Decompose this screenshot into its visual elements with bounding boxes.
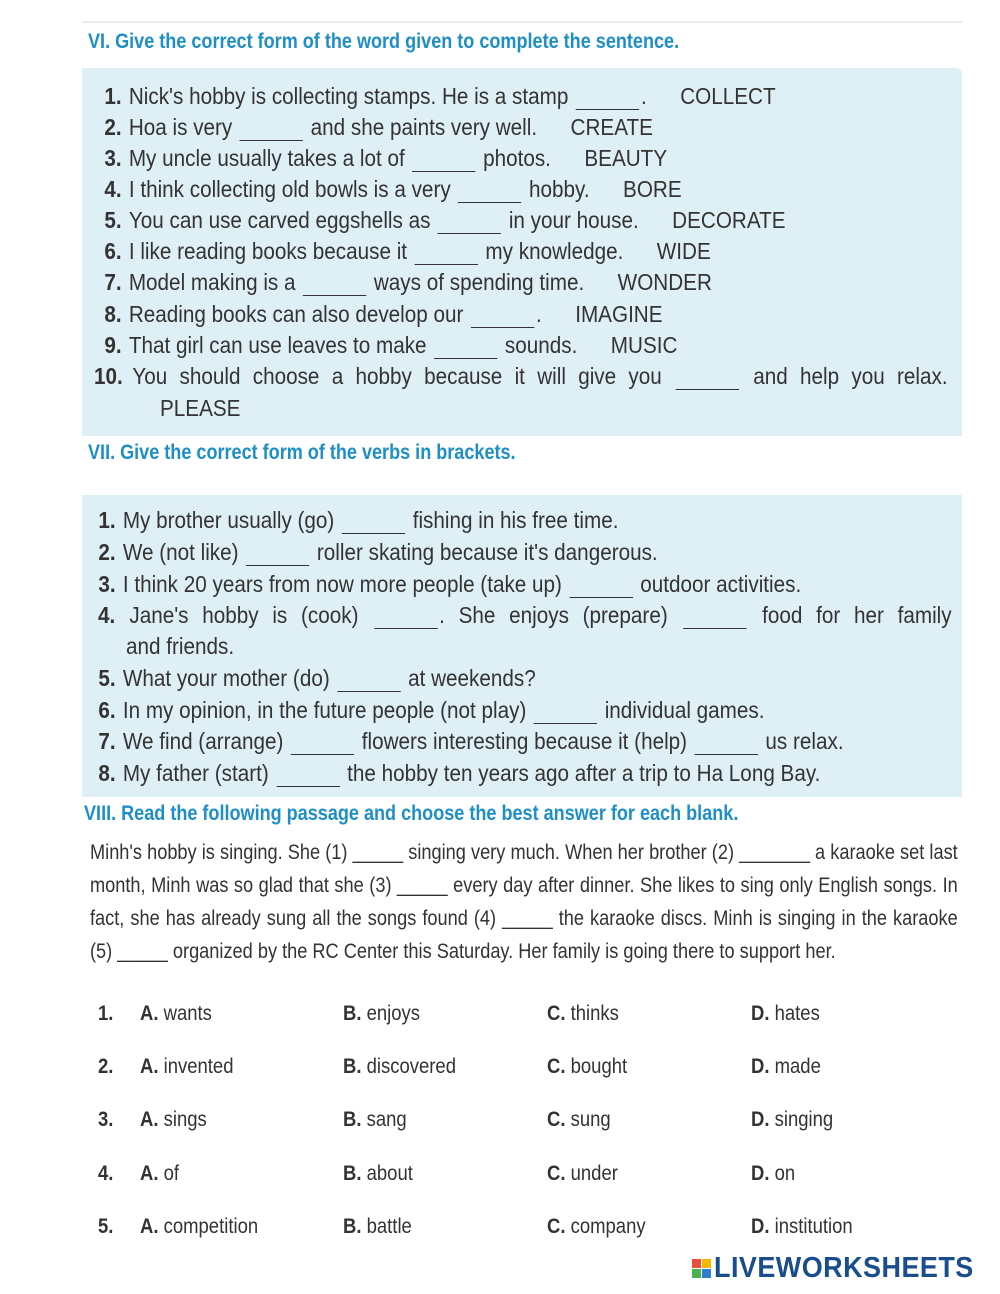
s6-item-10-word: PLEASE: [160, 395, 241, 421]
question-number: 4.: [98, 1162, 114, 1185]
item-text: food for her family: [762, 602, 952, 628]
item-number: 3.: [104, 145, 122, 171]
s7-item-2: [98, 538, 658, 566]
item-text: .: [536, 301, 542, 327]
item-text: What your mother (do): [122, 665, 330, 691]
logo-squares-icon: [692, 1259, 711, 1278]
answer-blank[interactable]: [569, 577, 632, 598]
item-number: 1.: [98, 507, 116, 533]
option-1d[interactable]: D. hates: [751, 1002, 820, 1025]
item-text: . She enjoys (prepare): [439, 602, 668, 628]
question-number: 1.: [98, 1002, 114, 1025]
liveworksheets-logo[interactable]: [692, 1253, 993, 1283]
root-word: CREATE: [570, 114, 653, 140]
item-text: I think collecting old bowls is a very: [128, 176, 451, 202]
item-text: .: [641, 83, 647, 109]
option-5a[interactable]: A. competition: [140, 1215, 259, 1238]
answer-blank[interactable]: [676, 369, 739, 390]
answer-blank[interactable]: [337, 671, 400, 692]
item-text: us relax.: [765, 728, 844, 754]
item-number: 3.: [98, 571, 116, 597]
answer-blank[interactable]: [576, 89, 639, 110]
item-text: in your house.: [508, 207, 639, 233]
section-7-title: VII. Give the correct form of the verbs in brackets.: [88, 441, 516, 464]
s7-item-5: [98, 664, 536, 692]
question-number: 2.: [98, 1055, 114, 1078]
option-1c[interactable]: C. thinks: [547, 1002, 619, 1025]
option-5b[interactable]: B. battle: [343, 1215, 412, 1238]
item-text: You can use carved eggshells as: [128, 207, 431, 233]
item-number: 1.: [104, 83, 122, 109]
s7-item-4: [98, 601, 952, 629]
item-text: We (not like): [122, 539, 239, 565]
answer-blank[interactable]: [534, 703, 597, 724]
item-number: 9.: [104, 332, 122, 358]
item-text: and she paints very well.: [310, 114, 538, 140]
item-text: sounds.: [504, 332, 578, 358]
s6-item-1: [104, 82, 776, 110]
answer-blank[interactable]: [342, 513, 405, 534]
logo-square: [692, 1259, 701, 1268]
root-word: COLLECT: [680, 83, 776, 109]
root-word: WONDER: [617, 269, 712, 295]
s7-item-1: [98, 506, 618, 534]
item-number: 5.: [98, 665, 116, 691]
question-number: 5.: [98, 1215, 114, 1238]
answer-blank[interactable]: [438, 213, 501, 234]
item-text: my knowledge.: [485, 238, 624, 264]
item-text: ways of spending time.: [373, 269, 585, 295]
logo-square: [692, 1269, 701, 1278]
option-1b[interactable]: B. enjoys: [343, 1002, 421, 1025]
section-8-title: VIII. Read the following passage and choose the best answer for each blank.: [84, 802, 739, 825]
option-4c[interactable]: C. under: [547, 1162, 618, 1185]
item-text: I think 20 years from now more people (take up): [122, 571, 562, 597]
logo-text: LIVEWORKSHEETS: [714, 1251, 974, 1284]
option-2a[interactable]: A. invented: [140, 1055, 234, 1078]
root-word: MUSIC: [610, 332, 678, 358]
answer-blank[interactable]: [291, 734, 354, 755]
answer-blank[interactable]: [471, 307, 534, 328]
item-text: In my opinion, in the future people (not play): [122, 697, 527, 723]
item-text: and help you relax.: [753, 363, 948, 389]
item-number: 2.: [104, 114, 122, 140]
answer-blank[interactable]: [276, 766, 339, 787]
option-3c[interactable]: C. sung: [547, 1108, 611, 1131]
s6-item-6: [104, 237, 711, 265]
s6-item-10: [94, 362, 948, 390]
root-word: IMAGINE: [575, 301, 663, 327]
item-text: My brother usually (go): [122, 507, 335, 533]
s6-item-7: [104, 268, 712, 296]
item-text: outdoor activities.: [640, 571, 802, 597]
item-number: 4.: [98, 602, 116, 628]
answer-blank[interactable]: [683, 608, 746, 629]
item-text: individual games.: [604, 697, 765, 723]
option-1a[interactable]: A. wants: [140, 1002, 212, 1025]
s6-item-2: [104, 113, 653, 141]
option-5d[interactable]: D. institution: [751, 1215, 853, 1238]
s7-item-4-cont: and friends.: [126, 633, 235, 659]
reading-passage: Minh's hobby is singing. She (1) _____ singing very much. When her brother (2) _______ a karaoke set last month, Minh was so glad that she (3) _____ every day after dinner. She likes to sing only English songs. In fact, she has already sung all the songs found (4) _____ the karaoke discs. Minh is singing in the karaoke (5) _____ organized by the RC Center this Saturday. Her family is going there to support her.: [90, 841, 958, 963]
s6-item-4: [104, 175, 682, 203]
answer-blank[interactable]: [246, 545, 309, 566]
option-2d[interactable]: D. made: [751, 1055, 821, 1078]
item-text: Hoa is very: [128, 114, 233, 140]
item-text: flowers interesting because it (help): [361, 728, 688, 754]
item-text: Model making is a: [128, 269, 296, 295]
item-number: 8.: [98, 760, 116, 786]
item-text: the hobby ten years ago after a trip to Ha Long Bay.: [347, 760, 821, 786]
s7-item-6: [98, 696, 765, 724]
option-3d[interactable]: D. singing: [751, 1108, 834, 1131]
top-divider: [82, 21, 962, 23]
s6-item-9: [104, 331, 677, 359]
logo-square: [702, 1269, 711, 1278]
s6-item-3: [104, 144, 667, 172]
item-text: My uncle usually takes a lot of: [128, 145, 405, 171]
option-3a[interactable]: A. sings: [140, 1108, 207, 1131]
option-4a[interactable]: A. of: [140, 1162, 180, 1185]
answer-blank[interactable]: [415, 244, 478, 265]
item-text: I like reading books because it: [128, 238, 408, 264]
s6-item-8: [104, 300, 663, 328]
option-4b[interactable]: B. about: [343, 1162, 413, 1185]
s7-item-7: [98, 727, 844, 755]
item-number: 8.: [104, 301, 122, 327]
root-word: BORE: [623, 176, 682, 202]
root-word: BEAUTY: [584, 145, 668, 171]
answer-blank[interactable]: [412, 151, 475, 172]
item-text: We find (arrange): [122, 728, 284, 754]
item-number: 7.: [104, 269, 122, 295]
item-number: 4.: [104, 176, 122, 202]
item-text: That girl can use leaves to make: [128, 332, 427, 358]
item-text: Jane's hobby is (cook): [129, 602, 359, 628]
item-text: You should choose a hobby because it will give you: [132, 363, 662, 389]
answer-blank[interactable]: [695, 734, 758, 755]
option-3b[interactable]: B. sang: [343, 1108, 407, 1131]
option-2b[interactable]: B. discovered: [343, 1055, 456, 1078]
item-text: at weekends?: [408, 665, 536, 691]
section-6-title: VI. Give the correct form of the word given to complete the sentence.: [88, 30, 680, 53]
answer-blank[interactable]: [458, 182, 521, 203]
root-word: DECORATE: [672, 207, 786, 233]
item-text: Nick's hobby is collecting stamps. He is a stamp: [128, 83, 569, 109]
option-4d[interactable]: D. on: [751, 1162, 796, 1185]
item-number: 6.: [98, 697, 116, 723]
question-number: 3.: [98, 1108, 114, 1131]
item-number: 6.: [104, 238, 122, 264]
logo-square: [702, 1259, 711, 1268]
answer-blank[interactable]: [240, 120, 303, 141]
s6-item-5: [104, 206, 786, 234]
s7-item-8: [98, 759, 820, 787]
item-text: photos.: [483, 145, 551, 171]
item-text: hobby.: [529, 176, 590, 202]
item-number: 5.: [104, 207, 122, 233]
item-number: 2.: [98, 539, 116, 565]
answer-blank[interactable]: [303, 275, 366, 296]
answer-blank[interactable]: [434, 338, 497, 359]
s7-item-3: [98, 570, 801, 598]
item-text: roller skating because it's dangerous.: [316, 539, 658, 565]
answer-blank[interactable]: [374, 608, 437, 629]
option-5c[interactable]: C. company: [547, 1215, 646, 1238]
item-text: fishing in his free time.: [412, 507, 619, 533]
root-word: WIDE: [656, 238, 711, 264]
item-text: Reading books can also develop our: [128, 301, 464, 327]
item-text: My father (start): [122, 760, 269, 786]
option-2c[interactable]: C. bought: [547, 1055, 628, 1078]
item-number: 10.: [94, 363, 123, 389]
item-number: 7.: [98, 728, 116, 754]
